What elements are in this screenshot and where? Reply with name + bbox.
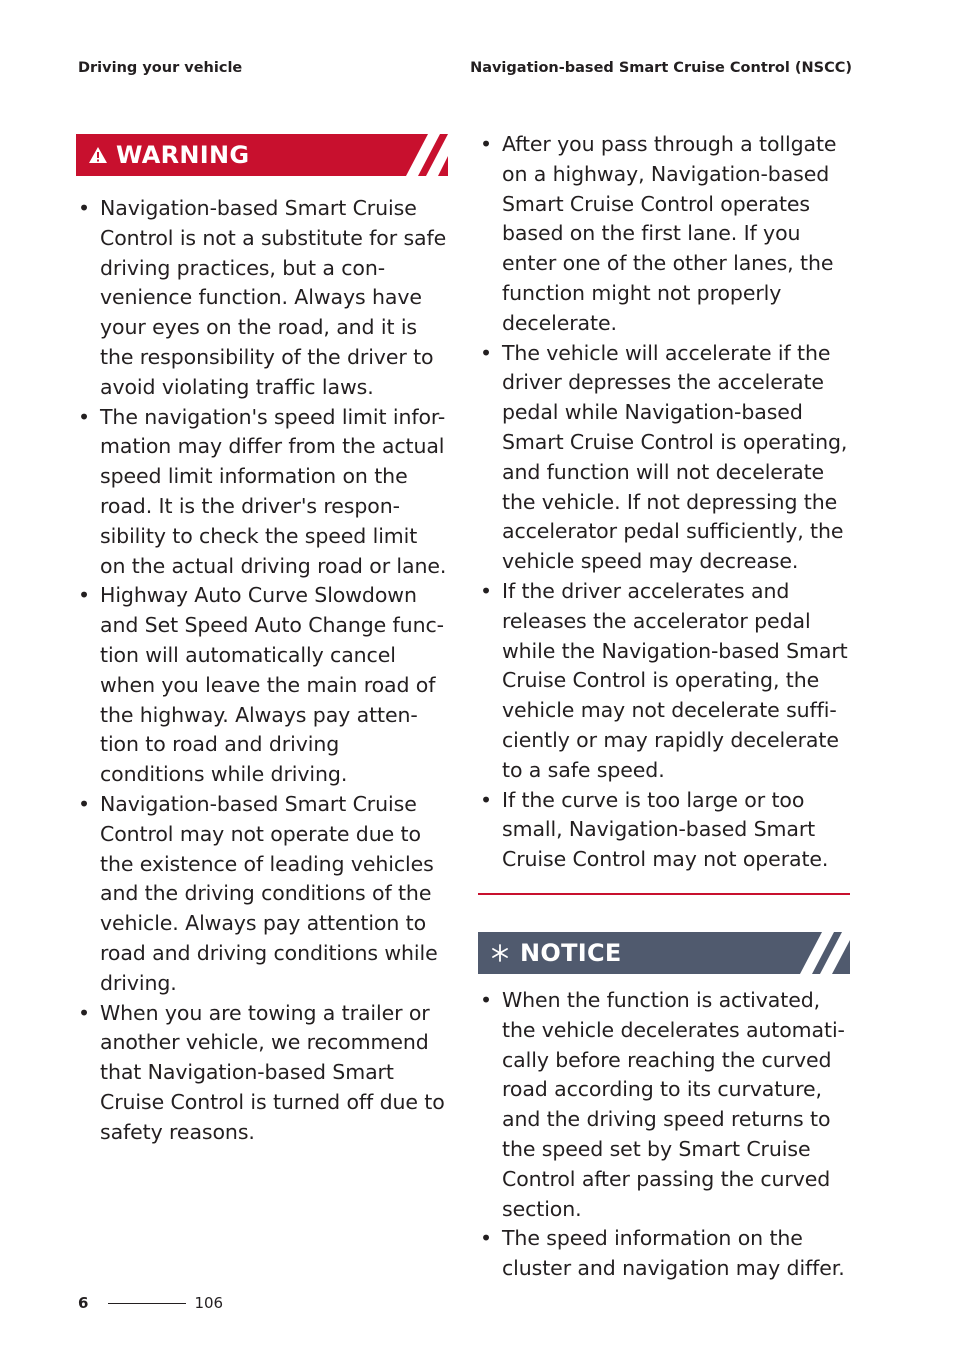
bullet-dot-icon: • [78,791,90,816]
page-number: 106 [194,1294,224,1312]
list-item: • When the function is activated, the vehicle decelerates automati-cally before reaching the curved road according to its curvature, and the driving speed returns to the speed set by Smart Cruise Control after passing the curved section. [480,987,845,1221]
right-column [478,130,850,1284]
bullet-dot-icon: • [480,132,492,156]
warning-continued-list [478,130,850,875]
warning-end-divider [478,893,850,895]
list-item: • After you pass through a tollgate on a highway, Navigation-based Smart Cruise Control operates based on the first lane. If you enter one of the other lanes, the function might not properly decelerate. [480,132,837,335]
list-item: • Navigation-based Smart Cruise Control may not operate due to the existence of leading vehicles and the driving conditions of the vehicle. Always pay attention to road and driving conditions while driving. [78,791,438,995]
warning-stripes-decoration [384,134,448,176]
running-header-topic: Navigation-based Smart Cruise Control (NSCC) [470,60,852,76]
list-item: • Highway Auto Curve Slowdown and Set Speed Auto Change func-tion will automatically cancel when you leave the main road of the highway. Always pay atten-tion to road and driving conditions while driving. [78,583,444,787]
bullet-dot-icon: • [78,196,90,220]
warning-banner [76,134,448,176]
warning-triangle-icon [88,134,108,176]
list-item: • If the curve is too large or too small, Navigation-based Smart Cruise Control may not operate. [480,787,829,872]
bullet-dot-icon: • [480,1226,492,1251]
page-footer [78,1294,223,1312]
running-header-section: Driving your vehicle [78,60,243,76]
notice-box [478,932,850,1284]
warning-list [76,194,448,1148]
footer-rule [108,1303,186,1304]
bullet-dot-icon: • [78,1000,90,1025]
list-item: • If the driver accelerates and releases the accelerator pedal while the Navigation-based Smart Cruise Control is operating, the vehicle may not decelerate suffi-ciently or may rapidly decelerate to a safe speed. [480,578,848,782]
list-item: • The speed information on the cluster and navigation may differ. [480,1226,845,1281]
asterisk-icon [490,932,510,974]
bullet-dot-icon: • [480,787,492,812]
chapter-number: 6 [78,1294,89,1312]
warning-label: WARNING [116,141,250,169]
bullet-dot-icon: • [78,404,90,429]
list-item: • When you are towing a trailer or another vehicle, we recommend that Navigation-based Smart Cruise Control is turned off due to safety reasons. [78,1000,445,1144]
notice-banner [478,932,850,974]
bullet-dot-icon: • [480,987,492,1012]
bullet-dot-icon: • [480,578,492,603]
left-column [76,134,448,1148]
notice-stripes-decoration [786,932,850,974]
list-item: • Navigation-based Smart Cruise Control is not a substitute for safe driving practices, but a con-venience function. Always have your eyes on the road, and it is the responsibility of the driver to avoid violating traffic laws. [78,196,447,399]
list-item: • The vehicle will accelerate if the driver depresses the accelerate pedal while Navigation-based Smart Cruise Control is operating, and function will not decelerate the vehicle. If not depressing the accelerator pedal sufficiently, the vehicle speed may decrease. [480,340,848,574]
notice-label: NOTICE [520,938,622,967]
bullet-dot-icon: • [480,340,492,365]
bullet-dot-icon: • [78,583,90,608]
list-item: • The navigation's speed limit infor-mation may differ from the actual speed limit information on the road. It is the driver's respon-sibility to check the speed limit on the actual driving road or lane. [78,404,447,578]
notice-list [478,986,850,1284]
